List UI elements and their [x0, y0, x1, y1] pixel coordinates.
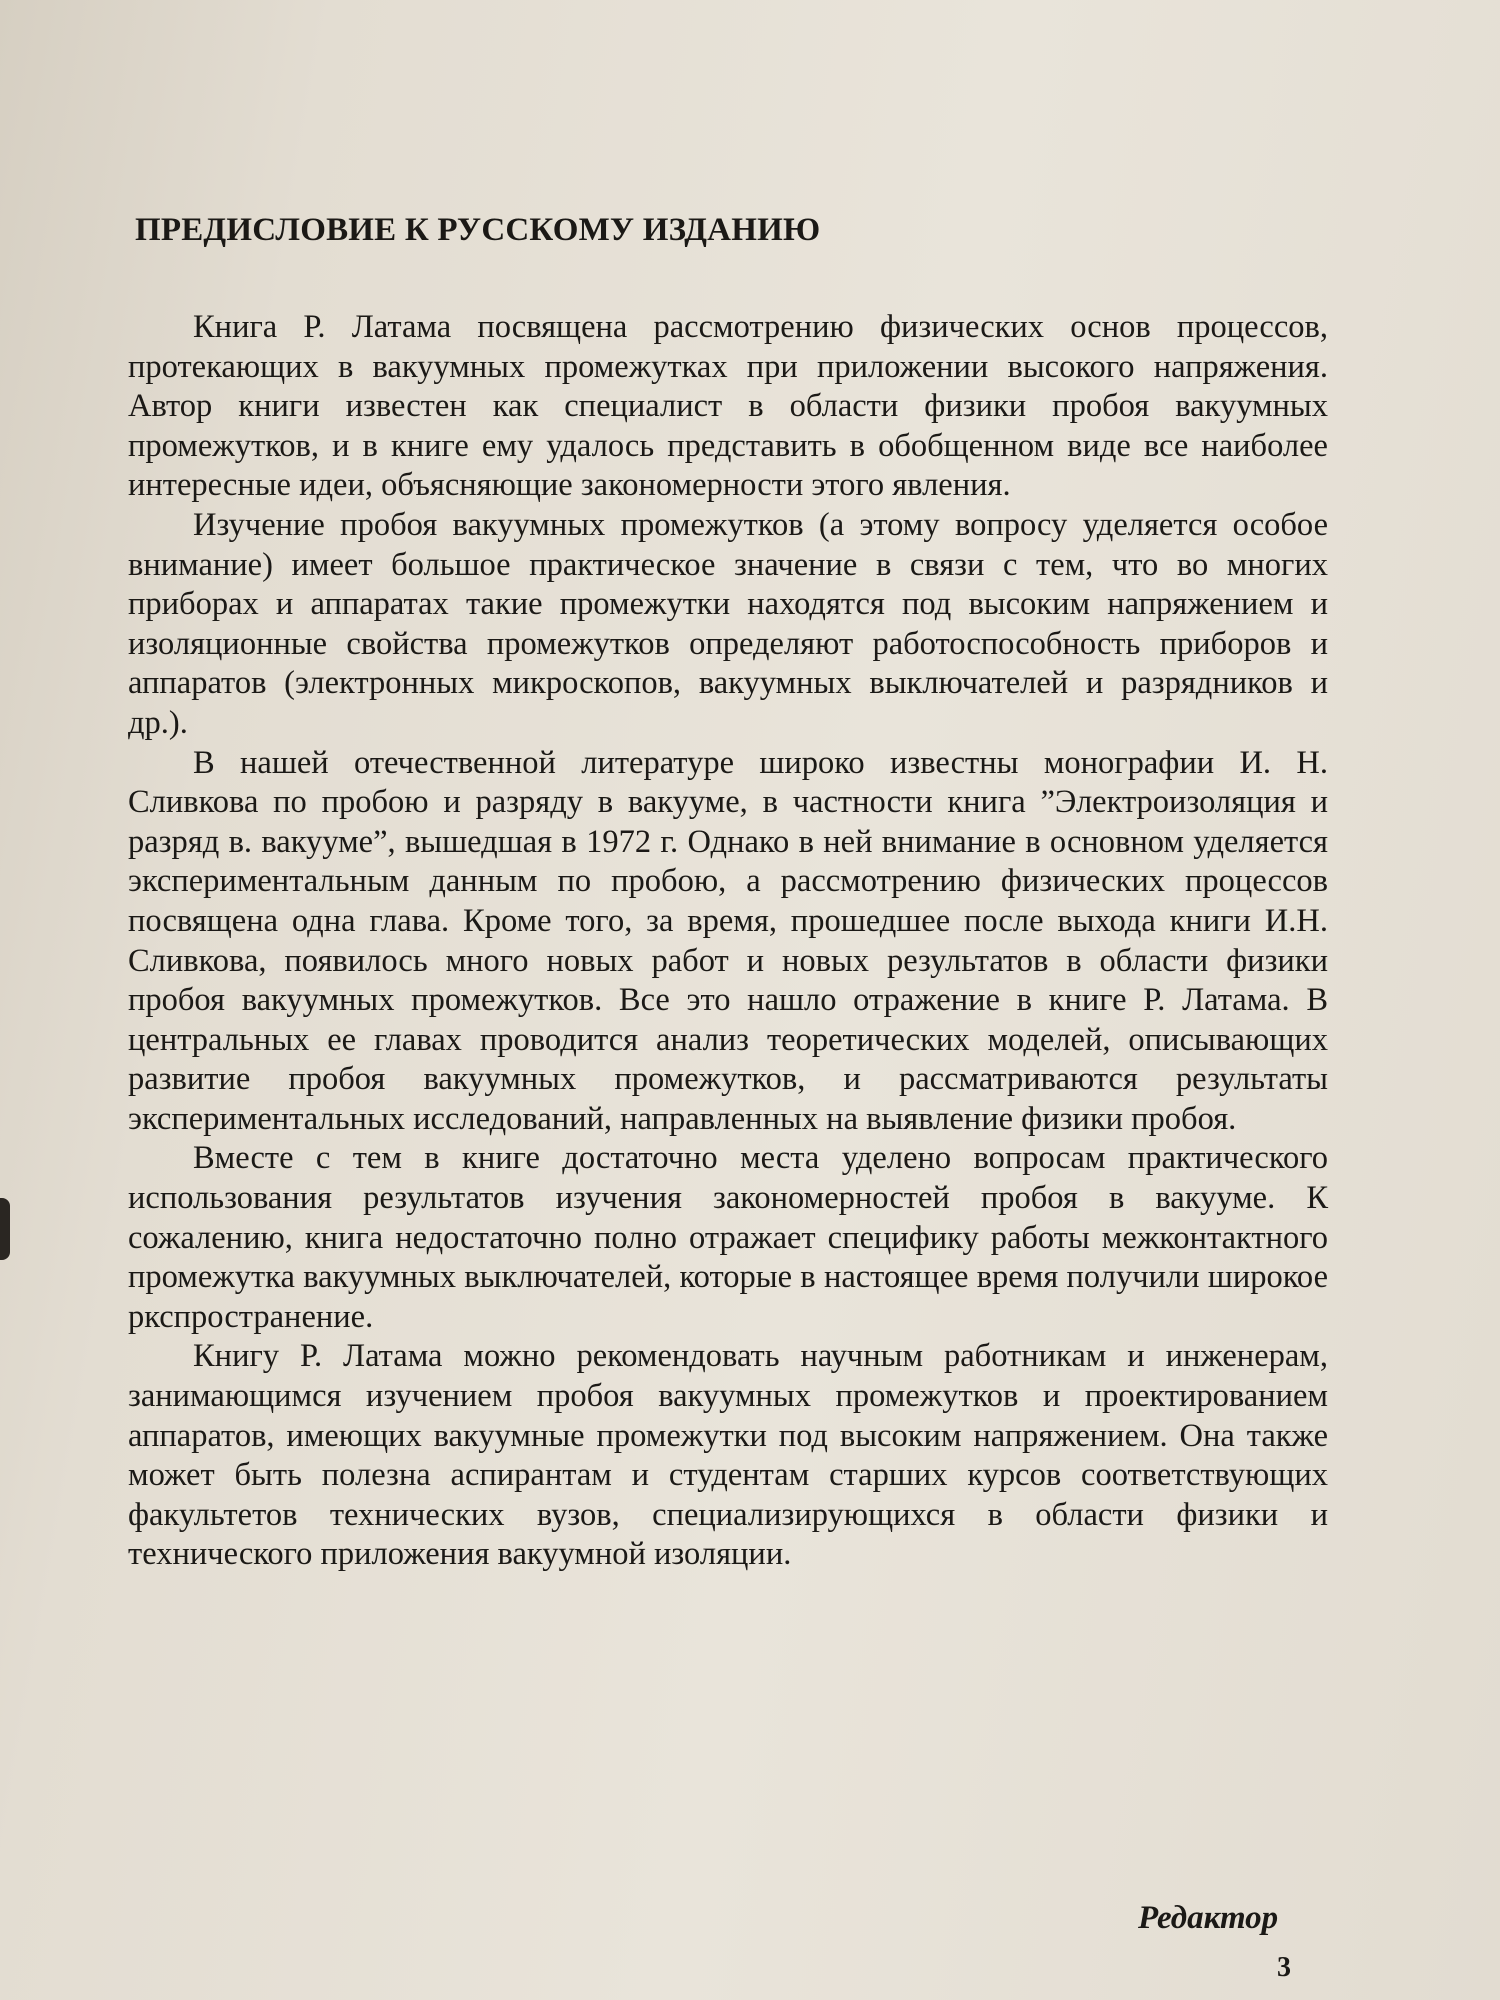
preface-body: [128, 308, 1328, 1575]
binding-mark: [0, 1198, 10, 1260]
paragraph-4: Вместе с тем в книге достаточно места уделено вопросам практического использования результатов изучения закономерностей пробоя в вакууме. К сожалению, книга недостаточно полно отражает специфику работы межконтактного промежутка вакуумных выключателей, которые в настоящее время получили широкое ркспространение.: [128, 1140, 1328, 1335]
paragraph-3: В нашей отечественной литературе широко известны монографии И. Н. Сливкова по пробою и разряду в вакууме, в частности книга ”Электроизоляция и разряд в. вакууме”, вышедшая в 1972 г. Однако в ней внимание в основном уделяется экспериментальным данным по пробою, а рассмотрению физических процессов посвящена одна глава. Кроме того, за время, прошедшее после выхода книги И.Н. Сливкова, появилось много новых работ и новых результатов в области физики пробоя вакуумных промежутков. Все это нашло отражение в книге Р. Латама. В центральных ее главах проводится анализ теоретических моделей, описывающих развитие пробоя вакуумных промежутков, и рассматриваются результаты экспериментальных исследований, направленных на выявление физики пробоя.: [128, 744, 1328, 1137]
page-number: 3: [1277, 1952, 1291, 1983]
page-heading: ПРЕДИСЛОВИЕ К РУССКОМУ ИЗДАНИЮ: [135, 212, 821, 248]
paragraph-2: Изучение пробоя вакуумных промежутков (а этому вопросу уделяется особое внимание) имеет большое практическое значение в связи с тем, что во многих приборах и аппаратах такие промежутки находятся под высоким напряжением и изоляционные свойства промежутков определяют работоспособность приборов и аппаратов (электронных микроскопов, вакуумных выключателей и разрядников и др.).: [128, 506, 1328, 741]
paragraph-5: Книгу Р. Латама можно рекомендовать научным работникам и инженерам, занимающимся изучением пробоя вакуумных промежутков и проектированием аппаратов, имеющих вакуумные промежутки под высоким напряжением. Она также может быть полезна аспирантам и студентам старших курсов соответствующих факультетов технических вузов, специализирующихся в области физики и технического приложения вакуумной изоляции.: [128, 1338, 1328, 1573]
paragraph-1: Книга Р. Латама посвящена рассмотрению физических основ процессов, протекающих в вакуумных промежутках при приложении высокого напряжения. Автор книги известен как специалист в области физики пробоя вакуумных промежутков, и в книге ему удалось представить в обобщенном виде все наиболее интересные идеи, объясняющие закономерности этого явления.: [128, 309, 1328, 504]
editor-signature: Редактор: [1138, 1900, 1279, 1936]
